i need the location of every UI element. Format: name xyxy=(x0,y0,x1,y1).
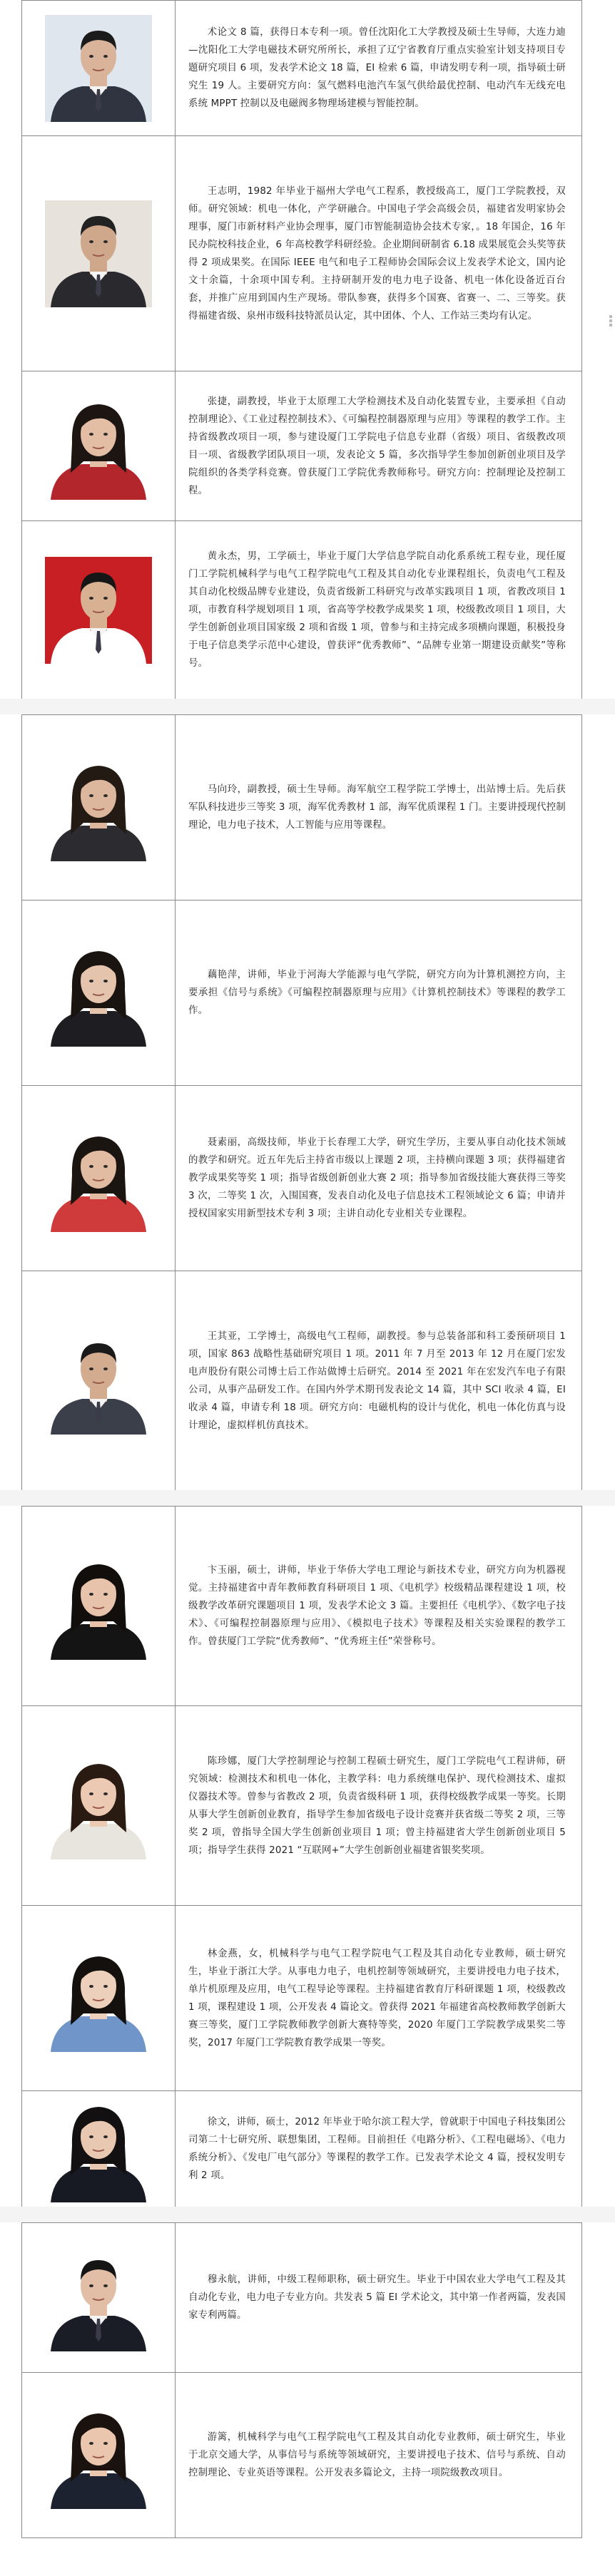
faculty-bio-cell xyxy=(176,371,582,521)
faculty-bio-text: 术论文 8 篇，获得日本专利一项。曾任沈阳化工大学教授及硕士生导师，大连力迪—沈阳化工大学电磁技术研究所所长，承担了辽宁省教育厅重点实验室计划支持项目专题研究项目 6 项，发表学术论文 18 篇，EI 检索 6 篇，申请发明专利一项，指导硕士研究生 19 人。主要研究方向：氢气燃料电池汽车氢气供给最优控制、电动汽车无线充电系统 MPPT 控制以及电磁阀多物理场建模与智能控制。 xyxy=(188,27,566,109)
faculty-photo xyxy=(45,1125,152,1232)
faculty-photo xyxy=(45,1328,152,1435)
faculty-row xyxy=(22,1271,582,1491)
portrait-graphic xyxy=(45,1328,152,1435)
faculty-bio-cell xyxy=(176,715,582,900)
faculty-photo-cell xyxy=(22,1,176,136)
faculty-photo xyxy=(45,557,152,664)
faculty-bio-cell xyxy=(176,2373,582,2538)
faculty-row xyxy=(22,1,582,136)
faculty-photo-cell xyxy=(22,1086,176,1271)
faculty-table-4 xyxy=(21,2222,582,2538)
faculty-row xyxy=(22,371,582,521)
faculty-photo xyxy=(45,200,152,307)
faculty-bio-text: 游篱，机械科学与电气工程学院电气工程及其自动化专业教师，硕士研究生，毕业于北京交通大学，从事信号与系统等领域研究，主要讲授电子技术、信号与系统、自动控制理论、专业英语等课程。公开发表多篇论文，主持一项院级教改项目。 xyxy=(188,2432,566,2478)
portrait-graphic xyxy=(45,393,152,500)
faculty-photo xyxy=(45,15,152,122)
faculty-bio-text: 林金燕，女，机械科学与电气工程学院电气工程及其自动化专业教师，硕士研究生，毕业于浙江大学。从事电力电子，电机控制等领域研究，主要讲授电力电子技术，单片机原理及应用，电气工程导论等课程。主持福建省教育厅科研课题 1 项，校级教改 1 项，课程建设 1 项，公开发表 4 篇论文。曾获得 2021 年福建省高校教师教学创新大赛三等奖，厦门工学院教师教学创新大赛特等奖，2020 年厦门工学院教学成果奖二等奖，2017 年厦门工学院教育教学成果一等奖。 xyxy=(188,1948,566,2048)
faculty-row xyxy=(22,1086,582,1271)
faculty-photo xyxy=(45,1553,152,1660)
page-separator xyxy=(0,699,615,714)
faculty-row xyxy=(22,2223,582,2373)
faculty-bio-cell xyxy=(176,521,582,699)
faculty-photo-cell xyxy=(22,715,176,900)
faculty-row xyxy=(22,1507,582,1706)
faculty-photo xyxy=(45,393,152,500)
faculty-photo-cell xyxy=(22,371,176,521)
portrait-graphic xyxy=(45,1945,152,2052)
portrait-graphic xyxy=(45,557,152,664)
faculty-bio-text: 张捷，副教授，毕业于太原理工大学检测技术及自动化装置专业，主要承担《自动控制理论》、《工业过程控制技术》、《可编程控制器原理与应用》等课程的教学工作。主持省级教改项目一项，参与建设厦门工学院电子信息专业群（省级）项目、省级教改项目一项、省级教学团队项目一项，发表论文 5 篇，多次指导学生参加创新创业项目及学院组织的各类学科竞赛。曾获厦门工学院优秀教师称号。研究方向：控制理论及控制工程。 xyxy=(188,396,566,496)
faculty-photo-cell xyxy=(22,900,176,1086)
faculty-row xyxy=(22,2091,582,2207)
faculty-bio-cell xyxy=(176,136,582,371)
faculty-row xyxy=(22,1706,582,1906)
faculty-bio-cell xyxy=(176,2223,582,2373)
faculty-photo-cell xyxy=(22,136,176,371)
faculty-bio-cell xyxy=(176,2091,582,2207)
portrait-graphic xyxy=(45,2095,152,2202)
faculty-photo-cell xyxy=(22,1706,176,1906)
faculty-bio-text: 藕艳萍，讲师，毕业于河海大学能源与电气学院，研究方向为计算机测控方向，主要承担《信号与系统》《可编程控制器原理与应用》《计算机控制技术》等课程的教学工作。 xyxy=(188,970,566,1016)
faculty-photo xyxy=(45,1945,152,2052)
page-separator xyxy=(0,1490,615,1506)
faculty-table-1 xyxy=(21,0,582,699)
faculty-bio-text: 王志明，1982 年毕业于福州大学电气工程系，教授级高工，厦门工学院教授，双师。研究领域：机电一体化，产学研融合。中国电子学会高级会员，福建省发明家协会理事，厦门市新材料产业协会理事，厦门市智能制造协会技术专家，。18 年国企，16 年民办院校科技企业，6 年高校教学科研经验。企业期间研制省 6.18 成果展览会头奖等获得 2 项成果奖。在国际 IEEE 电气和电子工程师协会国际会议上发表学术论文，国内论文十余篇，十余项中国专利。主持研制开发的电力电子设备、机电一体化设备近百台套，并推广应用到国内生产现场。带队参赛，获得多个国赛、省赛一、二、三等奖。获得福建省级、泉州市级科技特派员认定，其中团体、个人、工作站三类均有认定。 xyxy=(188,185,566,322)
faculty-photo-cell xyxy=(22,2373,176,2538)
portrait-graphic xyxy=(45,940,152,1047)
faculty-photo xyxy=(45,940,152,1047)
portrait-graphic xyxy=(45,15,152,122)
scroll-marker xyxy=(609,314,614,328)
faculty-row xyxy=(22,900,582,1086)
faculty-photo-cell xyxy=(22,1906,176,2091)
faculty-row xyxy=(22,521,582,699)
faculty-photo xyxy=(45,2244,152,2351)
faculty-bio-text: 聂素丽，高级技师，毕业于长春理工大学，研究生学历，主要从事自动化技术领域的教学和研究。近五年先后主持省市级以上课题 2 项，主持横向课题 3 项；获得福建省教学成果奖等奖 1 项；指导省级创新创业大赛 2 项；指导参加省级技能大赛获得三等奖 3 次，二等奖 1 次，入围国赛，发表自动化及电子信息技术工程领域论文 6 篇；申请并授权国家实用新型技术专利 3 项；主讲自动化专业相关专业课程。 xyxy=(188,1137,566,1219)
faculty-photo-cell xyxy=(22,521,176,699)
faculty-photo xyxy=(45,754,152,861)
faculty-photo-cell xyxy=(22,1271,176,1491)
faculty-bio-cell xyxy=(176,1086,582,1271)
faculty-photo-cell xyxy=(22,1507,176,1706)
faculty-row xyxy=(22,1906,582,2091)
faculty-bio-text: 徐文，讲师，硕士，2012 年毕业于哈尔滨工程大学，曾就职于中国电子科技集团公司第二十七研究所、联想集团，工程师。目前担任《电路分析》、《工程电磁场》、《电力系统分析》、《发电厂电气部分》等课程的教学工作。已发表学术论文 4 篇，授权发明专利 2 项。 xyxy=(188,2117,566,2181)
faculty-bio-cell xyxy=(176,1706,582,1906)
faculty-row xyxy=(22,715,582,900)
faculty-photo xyxy=(45,2095,152,2202)
faculty-photo-cell xyxy=(22,2223,176,2373)
portrait-graphic xyxy=(45,2402,152,2509)
faculty-row xyxy=(22,136,582,371)
faculty-table-3 xyxy=(21,1506,582,2207)
portrait-graphic xyxy=(45,1753,152,1859)
portrait-graphic xyxy=(45,2244,152,2351)
faculty-photo-cell xyxy=(22,2091,176,2207)
faculty-bio-cell xyxy=(176,1,582,136)
faculty-bio-cell xyxy=(176,900,582,1086)
faculty-bio-text: 穆永航，讲师，中级工程师职称，硕士研究生。毕业于中国农业大学电气工程及其自动化专业，电力电子专业方向。共发表 5 篇 EI 学术论文，其中第一作者两篇，发表国家专利两篇。 xyxy=(188,2274,566,2321)
faculty-photo xyxy=(45,2402,152,2509)
portrait-graphic xyxy=(45,1125,152,1232)
faculty-bio-cell xyxy=(176,1507,582,1706)
portrait-graphic xyxy=(45,200,152,307)
portrait-graphic xyxy=(45,1553,152,1660)
faculty-table-2 xyxy=(21,714,582,1491)
faculty-bio-text: 黄永杰，男，工学硕士，毕业于厦门大学信息学院自动化系系统工程专业，现任厦门工学院机械科学与电气工程学院电气工程及其自动化专业课程组长，负责电气工程及其自动化校级品牌专业建设，负责省级新工科研究与改革实践项目 1 项，省教改项目 1 项，市教育科学规划项目 1 项，省高等学校教学成果奖 1 项，校级教改项目 1 项目，大学生创新创业项目国家级 2 项和省级 1 项，曾参与和主持完成多项横向课题，积极投身于电子信息类学示范中心建设，曾获评“优秀教师”、“品牌专业第一期建设贡献奖”等称号。 xyxy=(188,551,566,669)
portrait-graphic xyxy=(45,754,152,861)
faculty-photo xyxy=(45,1753,152,1859)
page-separator xyxy=(0,2207,615,2222)
faculty-bio-cell xyxy=(176,1271,582,1491)
faculty-row xyxy=(22,2373,582,2538)
faculty-bio-text: 陈珍娜，厦门大学控制理论与控制工程硕士研究生，厦门工学院电气工程讲师，研究领域：检测技术和机电一体化，主教学科：电力系统继电保护、现代检测技术、虚拟仪器技术等。曾参与省教改 2 项，负责省级科研 1 项，获得校级教学成果一等奖。长期从事大学生创新创业教育，指导学生参加省级电子设计竞赛并获省级二等奖 2 项，三等奖 2 项，曾指导全国大学生创新创业项目 1 项；曾主持福建省大学生创新创业项目 5 项；指导学生获得 2021 “互联网+”大学生创新创业福建省银奖奖项。 xyxy=(188,1755,566,1856)
faculty-bio-text: 马向玲，副教授，硕士生导师。海军航空工程学院工学博士，出站博士后。先后获军队科技进步三等奖 3 项，海军优秀教材 1 部，海军优质课程 1 门。主要讲授现代控制理论，电力电子技术，人工智能与应用等课程。 xyxy=(188,784,566,831)
faculty-bio-text: 王其亚，工学博士，高级电气工程师，副教授。参与总装备部和科工委预研项目 1 项，国家 863 战略性基础研究项目 1 项。2011 年 7 月至 2013 年 12 月在厦门宏发电声股份有限公司博士后工作站做博士后研究。2014 至 2021 年在宏发汽车电子有限公司，从事产品研发工作。在国内外学术期刊发表论文 14 篇，其中 SCI 收录 4 篇，EI 收录 4 篇，申请专利 18 项。研究方向：电磁机构的设计与优化，机电一体化仿真与设计理论，虚拟样机仿真技术。 xyxy=(188,1330,566,1431)
faculty-bio-text: 卞玉丽，硕士，讲师，毕业于华侨大学电工理论与新技术专业，研究方向为机器视觉。主持福建省中青年教师教育科研项目 1 项、《电机学》校级精品课程建设 1 项，校级教学改革研究课题项目 1 项，发表学术论文 3 篇。主要担任《电机学》、《数字电子技术》、《可编程控制器原理与应用》、《模拟电子技术》等课程及相关实验课程的教学工作。曾获厦门工学院“优秀教师”、“优秀班主任”荣誉称号。 xyxy=(188,1565,566,1647)
faculty-bio-cell xyxy=(176,1906,582,2091)
